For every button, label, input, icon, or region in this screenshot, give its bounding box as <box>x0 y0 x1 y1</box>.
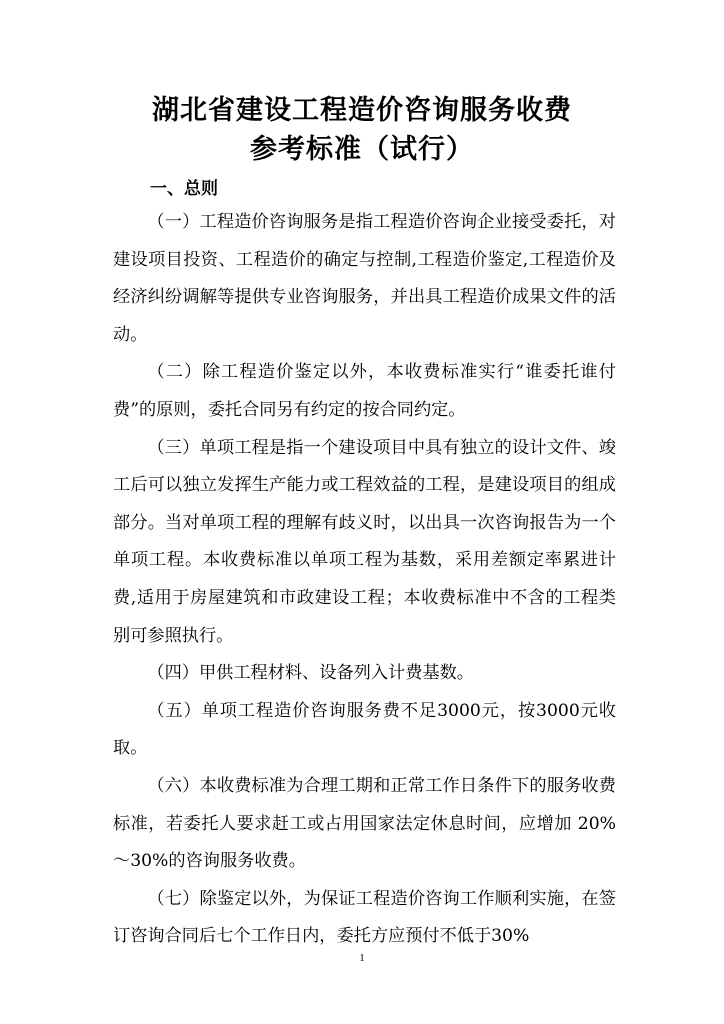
document-body <box>113 204 616 956</box>
paragraph-4: （四）甲供工程材料、设备列入计费基数。 <box>147 663 474 684</box>
paragraph-5: （五）单项工程造价咨询服务费不足3000元，按3000元收取。 <box>113 700 616 759</box>
document-title-line-2: 参考标准（试行） <box>250 134 474 165</box>
paragraph-6: （六）本收费标准为合理工期和正常工作日条件下的服务收费标准，若委托人要求赶工或占用国家法定休息时间，应增加 20%～30%的咨询服务收费。 <box>113 775 616 872</box>
page-number: 1 <box>359 952 365 964</box>
paragraph-2: （二）除工程造价鉴定以外，本收费标准实行“谁委托谁付费”的原则，委托合同另有约定的按合同约定。 <box>113 362 616 420</box>
document-title-line-1: 湖北省建设工程造价咨询服务收费 <box>152 95 572 126</box>
paragraph-1: （一）工程造价咨询服务是指工程造价咨询企业接受委托，对建设项目投资、工程造价的确定与控制,工程造价鉴定,工程造价及经济纠纷调解等提供专业咨询服务，并出具工程造价成果文件的活动。 <box>113 212 616 345</box>
paragraph-3: （三）单项工程是指一个建设项目中具有独立的设计文件、竣工后可以独立发挥生产能力或工程效益的工程，是建设项目的组成部分。当对单项工程的理解有歧义时，以出具一次咨询报告为一个单项工程。本收费标准以单项工程为基数，采用差额定率累进计费,适用于房屋建筑和市政建设工程；本收费标准中不含的工程类别可参照执行。 <box>113 437 616 646</box>
section-heading: 一、总则 <box>150 179 218 199</box>
paragraph-7: （七）除鉴定以外，为保证工程造价咨询工作顺利实施，在签订咨询合同后七个工作日内，委托方应预付不低于30% <box>113 888 616 947</box>
